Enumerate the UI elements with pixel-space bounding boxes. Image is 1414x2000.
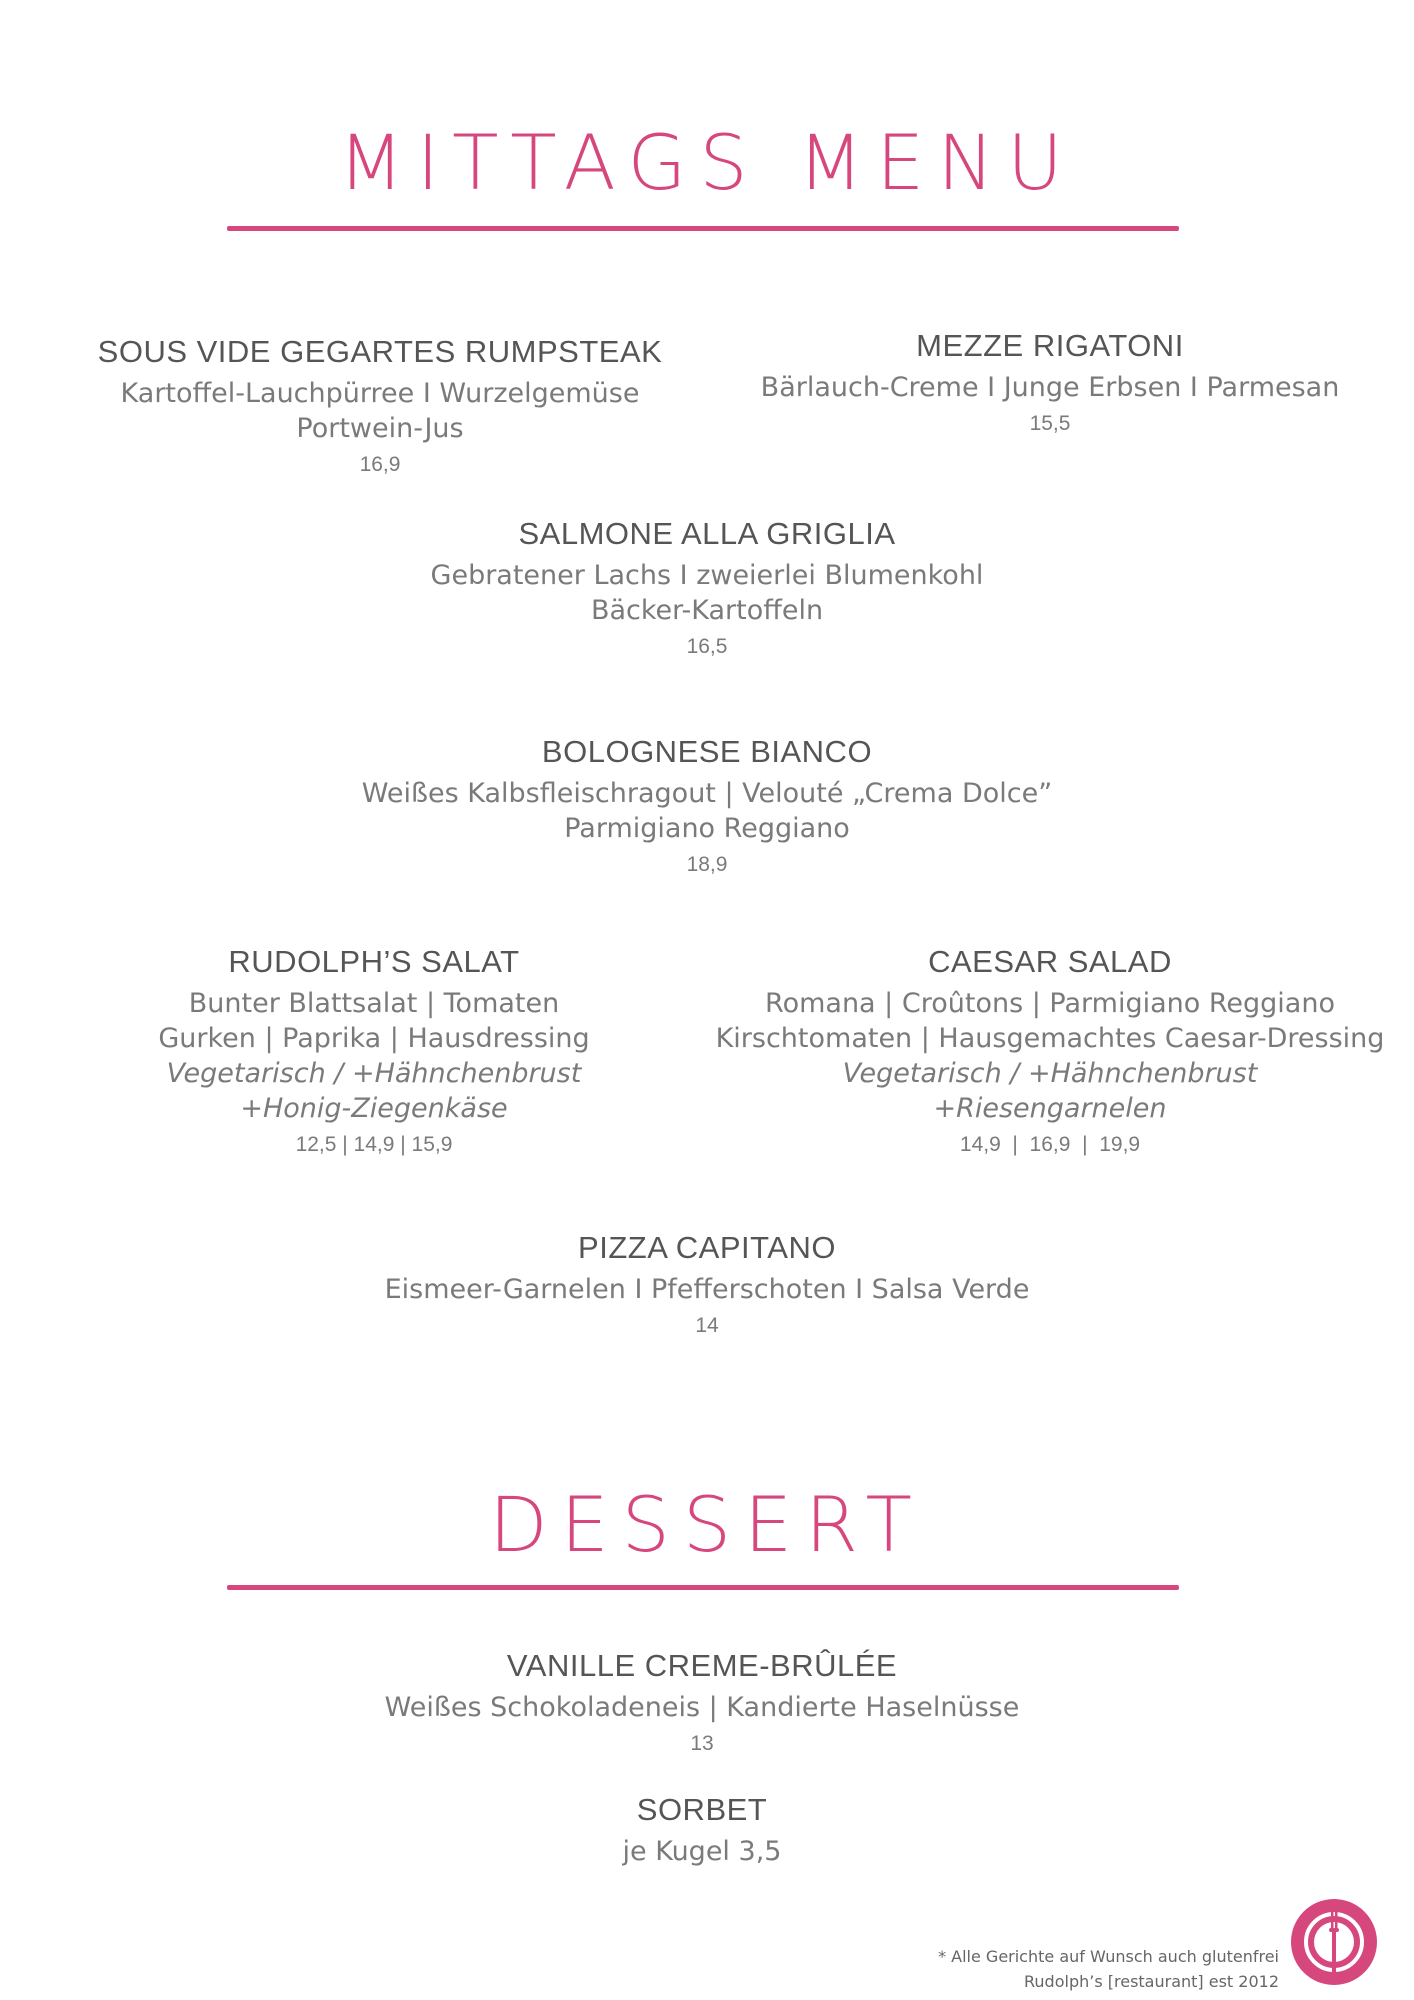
item-description: Gurken | Paprika | Hausdressing (158, 1023, 590, 1054)
item-description: Romana | Croûtons | Parmigiano Reggiano (765, 988, 1335, 1019)
item-name: SALMONE ALLA GRIGLIA (518, 516, 896, 551)
item-price: 16,5 (686, 635, 728, 658)
item-description: Parmigiano Reggiano (564, 813, 850, 844)
menu-item-sorbet (0, 1790, 1404, 1869)
dessert-divider (227, 1585, 1179, 1590)
item-name: SORBET (636, 1792, 768, 1827)
menu-item-rigatoni (700, 326, 1400, 439)
item-name: BOLOGNESE BIANCO (541, 734, 873, 769)
title-divider (227, 226, 1179, 231)
menu-item-rumpsteak (0, 332, 760, 480)
item-name: MEZZE RIGATONI (916, 328, 1184, 363)
item-price: 16,9 (359, 453, 401, 476)
item-name: PIZZA CAPITANO (578, 1230, 836, 1265)
item-name: VANILLE CREME-BRÛLÉE (506, 1648, 898, 1683)
item-description: Bäcker-Kartoffeln (590, 595, 824, 626)
item-description: Weißes Kalbsfleischragout | Velouté „Crema Dolce” (361, 778, 1053, 809)
gluten-free-note: * Alle Gerichte auf Wunsch auch glutenfrei (938, 1947, 1279, 1966)
item-options: +Riesengarnelen (933, 1093, 1167, 1124)
item-name: CAESAR SALAD (928, 944, 1172, 979)
item-price: 14 (695, 1314, 719, 1337)
menu-item-salmone (0, 514, 1414, 662)
item-price: 14,9 | 16,9 | 19,9 (959, 1133, 1141, 1156)
menu-item-rudolphs-salat (0, 942, 748, 1160)
item-description: Kartoffel-Lauchpürree I Wurzelgemüse (120, 378, 640, 409)
item-price: 12,5 | 14,9 | 15,9 (295, 1133, 453, 1156)
item-description: Kirschtomaten | Hausgemachtes Caesar-Dressing (715, 1023, 1385, 1054)
item-options: Vegetarisch / +Hähnchenbrust (842, 1058, 1258, 1089)
item-description: Weißes Schokoladeneis | Kandierte Haselnüsse (384, 1692, 1020, 1723)
item-description: je Kugel 3,5 (622, 1836, 782, 1867)
menu-item-bolognese (0, 732, 1414, 880)
item-price: 18,9 (686, 853, 728, 876)
page-title: MITTAGS MENU (338, 118, 1076, 207)
item-price: 13 (690, 1732, 714, 1755)
item-options: +Honig-Ziegenkäse (240, 1093, 508, 1124)
item-options: Vegetarisch / +Hähnchenbrust (166, 1058, 582, 1089)
menu-item-caesar-salad (700, 942, 1400, 1160)
dessert-title: DESSERT (489, 1480, 925, 1569)
item-price: 15,5 (1029, 412, 1071, 435)
item-description: Bärlauch-Creme I Junge Erbsen I Parmesan (760, 372, 1340, 403)
item-name: SOUS VIDE GEGARTES RUMPSTEAK (97, 334, 663, 369)
menu-item-creme-brulee (0, 1646, 1404, 1759)
fork-knife-plate-icon (1290, 1898, 1378, 1986)
menu-item-pizza-capitano (0, 1228, 1414, 1341)
item-description: Gebratener Lachs I zweierlei Blumenkohl (430, 560, 984, 591)
restaurant-brand: Rudolph’s [restaurant] est 2012 (1024, 1972, 1279, 1991)
item-description: Eismeer-Garnelen I Pfefferschoten I Salsa Verde (384, 1274, 1030, 1305)
item-description: Bunter Blattsalat | Tomaten (188, 988, 560, 1019)
item-description: Portwein-Jus (296, 413, 464, 444)
item-name: RUDOLPH’S SALAT (228, 944, 520, 979)
